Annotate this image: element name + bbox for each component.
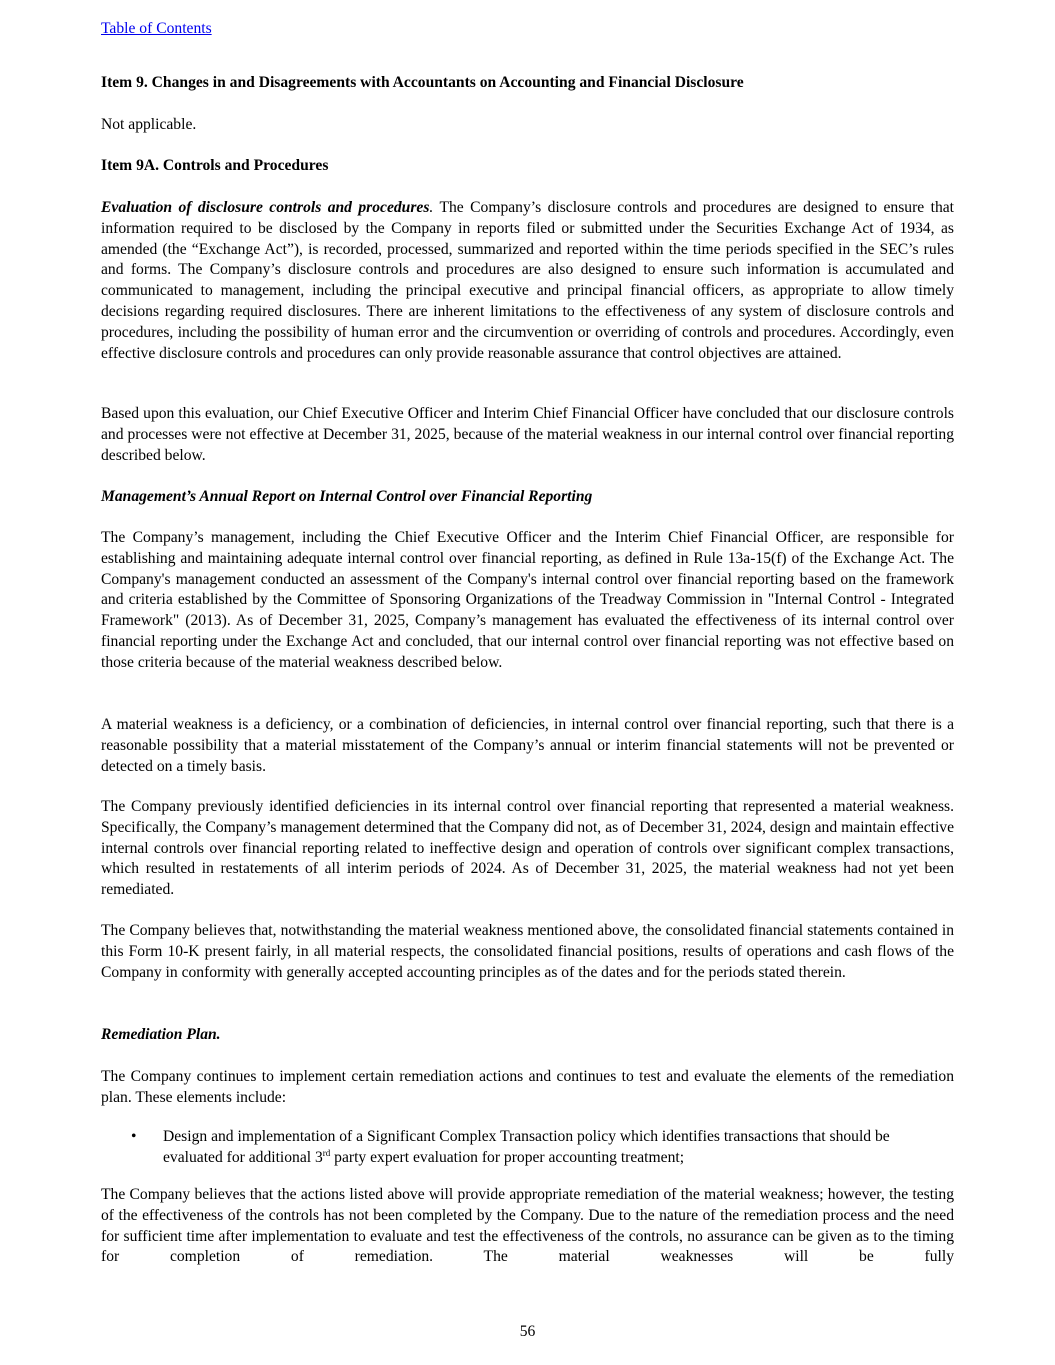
evaluation-lead: Evaluation of disclosure controls and procedures: [101, 199, 430, 216]
evaluation-body: The Company’s disclosure controls and procedures are designed to ensure that information required to be disclosed by the Company in reports filed or submitted under the Securities Exchange Act of 1934, as amended (the “Exchange Act”), is recorded, processed, summarized and reported within the time periods specified in the SEC’s rules and forms. The Company’s disclosure controls and procedures are also designed to ensure such information is accumulated and communicated to management, including the principal executive and principal financial officers, as appropriate to allow timely decisions regarding required disclosures. There are inherent limitations to the effectiveness of any system of disclosure controls and procedures, including the possibility of human error and the circumvention or overriding of controls and procedures. Accordingly, even effective disclosure controls and procedures can only provide reasonable assurance that control objectives are attained.: [101, 199, 954, 362]
ordinal-superscript: rd: [322, 1147, 331, 1158]
page-number: 56: [519, 1323, 536, 1340]
management-report-paragraph-4: The Company believes that, notwithstanding the material weakness mentioned above, the consolidated financial statements contained in this Form 10-K present fairly, in all material respects, the consolidated financial positions, results of operations and cash flows of the Company in conformity with generally accepted accounting principles as of the dates and for the periods stated therein.: [101, 922, 954, 981]
item-9-body: Not applicable.: [101, 116, 197, 133]
table-of-contents-link[interactable]: Table of Contents: [101, 20, 212, 37]
management-report-paragraph-3: The Company previously identified deficiencies in its internal control over financial reporting that represented a material weakness. Specifically, the Company’s management determined that the Company did not, as of December 31, 2024, design and maintain effective internal controls over financial reporting related to ineffective design and operation of controls over significant complex transactions, which resulted in restatements of all interim periods of 2024. As of December 31, 2025, the material weakness had not yet been remediated.: [101, 798, 954, 899]
remediation-intro: The Company continues to implement certain remediation actions and continues to test and evaluate the elements of the remediation plan. These elements include:: [101, 1068, 954, 1106]
evaluation-lead-punct: .: [429, 199, 434, 216]
conclusion-paragraph: Based upon this evaluation, our Chief Executive Officer and Interim Chief Financial Officer have concluded that our disclosure controls and processes were not effective at December 31, 2025, because of the material weakness in our internal control over financial reporting described below.: [101, 405, 954, 464]
management-report-paragraph-2: A material weakness is a deficiency, or a combination of deficiencies, in internal control over financial reporting, such that there is a reasonable possibility that a material misstatement of the Company’s annual or interim financial statements will not be prevented or detected on a timely basis.: [101, 716, 954, 775]
evaluation-paragraph: [101, 198, 954, 364]
item-9a-heading: Item 9A. Controls and Procedures: [101, 157, 329, 174]
management-report-paragraph-1: The Company’s management, including the Chief Executive Officer and the Interim Chief Financial Officer, are responsible for establishing and maintaining adequate internal control over financial reporting, as defined in Rule 13a-15(f) of the Exchange Act. The Company's management conducted an assessment of the Company's internal control over financial reporting based on the framework and criteria established by the Committee of Sponsoring Organizations of the Treadway Commission in "Internal Control - Integrated Framework" (2013). As of December 31, 2025, Company’s management has evaluated the effectiveness of its internal control over financial reporting under the Exchange Act and concluded, that our internal control over financial reporting was not effective based on those criteria because of the material weakness described below.: [101, 529, 954, 671]
bullet-icon: •: [131, 1128, 137, 1145]
item-9-heading: Item 9. Changes in and Disagreements with Accountants on Accounting and Financial Disclosure: [101, 74, 744, 91]
bullet-text: [163, 1127, 953, 1169]
remediation-heading: Remediation Plan.: [101, 1026, 221, 1043]
bullet-text-after: party expert evaluation for proper accounting treatment;: [330, 1148, 685, 1166]
remediation-closing-paragraph: The Company believes that the actions listed above will provide appropriate remediation of the material weakness; however, the testing of the effectiveness of the controls has not been completed by the Company. Due to the nature of the remediation process and the need for sufficient time after implementation to evaluate and test the effectiveness of the controls, no assurance can be given as to the timing for completion of remediation. The material weaknesses will be fully: [101, 1186, 954, 1266]
management-report-heading: Management’s Annual Report on Internal Control over Financial Reporting: [101, 488, 593, 505]
bullet-text-before: Design and implementation of a Significant Complex Transaction policy which identifies transactions that should be evaluated for additional 3: [163, 1128, 890, 1166]
